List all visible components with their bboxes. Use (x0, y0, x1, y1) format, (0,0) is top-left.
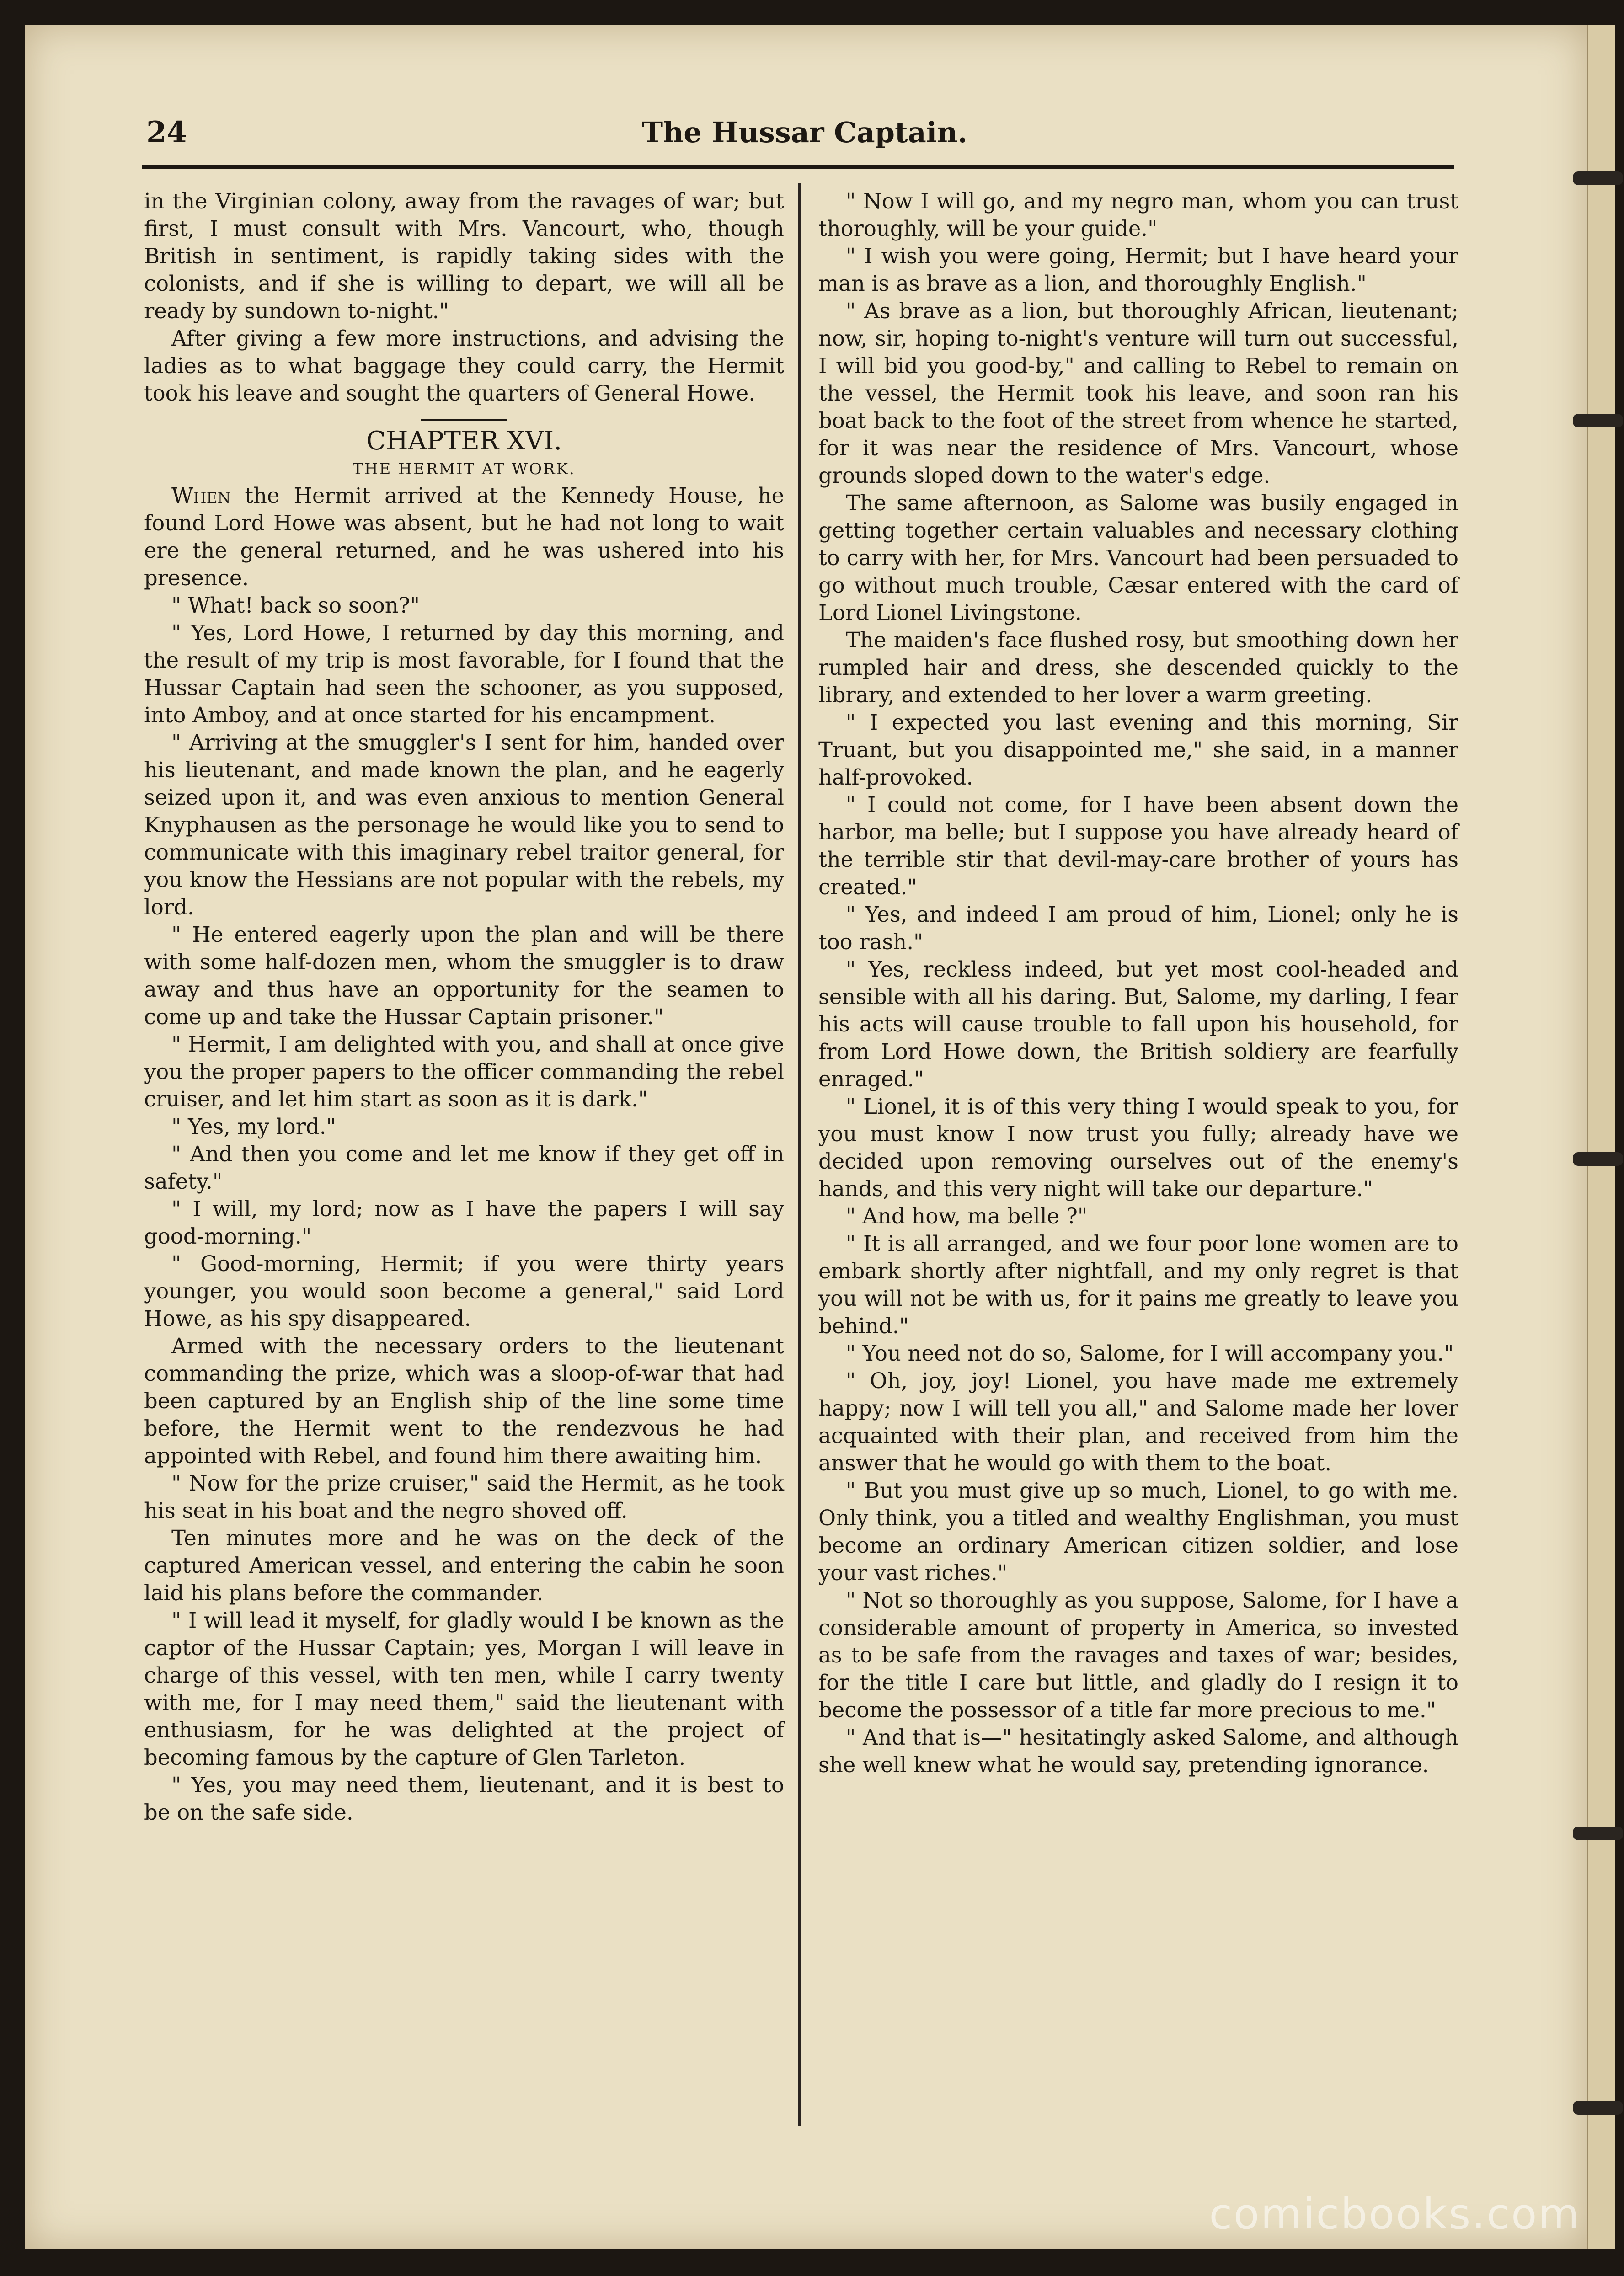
paragraph: " Yes, my lord." (171, 1114, 336, 1139)
paragraph: The maiden's face flushed rosy, but smoothing down her rumpled hair and dress, she descended quickly to the library, and extended to her lover a warm greeting. (818, 628, 1458, 707)
paragraph: " Good-morning, Hermit; if you were thirty years younger, you would soon become a general," said Lord Howe, as his spy disappeared. (144, 1251, 784, 1331)
paragraph: " Arriving at the smuggler's I sent for him, handed over his lieutenant, and made known the plan, and he eagerly seized upon it, and was even anxious to mention General Knyphausen as the personage he would like you to send to communicate with this imaginary rebel traitor general, for you know the Hessians are not popular with the rebels, my lord. (144, 730, 784, 919)
paragraph: " I expected you last evening and this morning, Sir Truant, but you disappointed me," she said, in a manner half-provoked. (818, 710, 1458, 790)
paragraph: " I will lead it myself, for gladly would I be known as the captor of the Hussar Captain; yes, Morgan I will leave in charge of this vessel, with ten men, while I carry twenty with me, for I may need them," said the lieutenant with enthusiasm, for he was delighted at the project of becoming famous by the capture of Glen Tarleton. (144, 1608, 784, 1770)
paragraph: " Yes, you may need them, lieutenant, and it is best to be on the safe side. (144, 1773, 784, 1825)
paragraph: " Yes, Lord Howe, I returned by day this morning, and the result of my trip is most favorable, for I found that the Hussar Captain had seen the schooner, as you supposed, into Amboy, and at once started for his encampment. (144, 620, 784, 727)
page-spine (1587, 25, 1615, 2249)
left-column (144, 187, 784, 1826)
chapter-rule (421, 419, 508, 421)
paragraph: Ten minutes more and he was on the deck of the captured American vessel, and entering the cabin he soon laid his plans before the commander. (144, 1526, 784, 1605)
chapter-subheading: THE HERMIT AT WORK. (353, 460, 576, 478)
running-head (146, 112, 1463, 153)
paragraph: " As brave as a lion, but thoroughly African, lieutenant; now, sir, hoping to-night's venture will turn out successful, I will bid you good-by," and calling to Rebel to remain on the vessel, the Hermit took his leave, and soon ran his boat back to the foot of the street from whence he started, for it was near the residence of Mrs. Vancourt, whose grounds sloped down to the water's edge. (818, 299, 1458, 488)
paragraph: " I will, my lord; now as I have the papers I will say good-morning." (144, 1197, 784, 1249)
paragraph: " What! back so soon?" (171, 593, 420, 618)
paragraph: After giving a few more instructions, and advising the ladies as to what baggage they could carry, the Hermit took his leave and sought the quarters of General Howe. (144, 326, 784, 406)
paragraph: " I could not come, for I have been absent down the harbor, ma belle; but I suppose you have already heard of the terrible stir that devil-may-care brother of yours has created." (818, 792, 1458, 899)
paragraph: " I wish you were going, Hermit; but I have heard your man is as brave as a lion, and thoroughly English." (818, 244, 1458, 296)
paragraph: " It is all arranged, and we four poor lone women are to embark shortly after nightfall, and my only regret is that you will not be with us, for it pains me greatly to leave you behind." (818, 1231, 1458, 1338)
paragraph: " And then you come and let me know if they get off in safety." (144, 1142, 784, 1194)
staple-5 (1573, 2101, 1623, 2115)
chapter-first-paragraph-text: the Hermit arrived at the Kennedy House, he found Lord Howe was absent, but he had not long to wait ere the general returned, and he was ushered into his presence. (144, 483, 784, 590)
paragraph: " Hermit, I am delighted with you, and shall at once give you the proper papers to the officer commanding the rebel cruiser, and let him start as soon as it is dark." (144, 1032, 784, 1111)
page-number: 24 (146, 115, 187, 150)
paragraph: " Oh, joy, joy! Lionel, you have made me extremely happy; now I will tell you all," and Salome made her lover acquainted with their plan, and received from him the answer that he would go with them to the boat. (818, 1368, 1458, 1475)
paragraph: " And how, ma belle ?" (846, 1204, 1088, 1229)
right-column (818, 187, 1458, 1779)
staple-1 (1573, 171, 1623, 185)
chapter-dropcap: When (171, 483, 231, 508)
paragraph: " Lionel, it is of this very thing I would speak to you, for you must know I now trust you fully; already have we decided upon removing ourselves out of the enemy's hands, and this very night will take our departure." (818, 1094, 1458, 1201)
paragraph: " He entered eagerly upon the plan and will be there with some half-dozen men, whom the smuggler is to draw away and thus have an opportunity for the seamen to come up and take the Hussar Captain prisoner." (144, 922, 784, 1029)
staple-4 (1573, 1827, 1623, 1840)
paragraph: " And that is—" hesitatingly asked Salome, and although she well knew what he would say, pretending ignorance. (818, 1725, 1458, 1777)
column-divider (798, 183, 801, 2126)
paragraph: " Yes, and indeed I am proud of him, Lionel; only he is too rash." (818, 902, 1458, 954)
paragraph: " Now I will go, and my negro man, whom you can trust thoroughly, will be your guide." (818, 189, 1458, 241)
paragraph: Armed with the necessary orders to the lieutenant commanding the prize, which was a sloop-of-war that had been captured by an English ship of the line some time before, the Hermit went to the rendezvous he had appointed with Rebel, and found him there awaiting him. (144, 1334, 784, 1468)
paragraph: " You need not do so, Salome, for I will accompany you." (846, 1341, 1454, 1366)
paragraph: in the Virginian colony, away from the ravages of war; but first, I must consult with Mrs. Vancourt, who, though British in sentiment, is rapidly taking sides with the colonists, and if she is willing to depart, we will all be ready by sundown to-night." (144, 189, 784, 323)
paragraph: " But you must give up so much, Lionel, to go with me. Only think, you a titled and wealthy Englishman, you must become an ordinary American citizen soldier, and lose your vast riches." (818, 1478, 1458, 1585)
header-rule (142, 165, 1454, 169)
chapter-heading: CHAPTER XVI. (366, 426, 562, 456)
watermark: comicbooks.com (1209, 2190, 1581, 2239)
page-header-title: The Hussar Captain. (641, 116, 968, 149)
paragraph: " Now for the prize cruiser," said the Hermit, as he took his seat in his boat and the negro shoved off. (144, 1471, 784, 1523)
staple-2 (1573, 414, 1623, 427)
paragraph: " Not so thoroughly as you suppose, Salome, for I have a considerable amount of property in America, so invested as to be safe from the ravages and taxes of war; besides, for the title I care but little, and gladly do I resign it to become the possessor of a title far more precious to me." (818, 1588, 1458, 1722)
paragraph: " Yes, reckless indeed, but yet most cool-headed and sensible with all his daring. But, Salome, my darling, I fear his acts will cause trouble to fall upon his household, for from Lord Howe down, the British soldiery are fearfully enraged." (818, 957, 1458, 1091)
chapter-first-paragraph (144, 482, 784, 592)
staple-3 (1573, 1152, 1623, 1166)
paragraph: The same afternoon, as Salome was busily engaged in getting together certain valuables and necessary clothing to carry with her, for Mrs. Vancourt had been persuaded to go without much trouble, Cæsar entered with the card of Lord Lionel Livingstone. (818, 491, 1458, 625)
